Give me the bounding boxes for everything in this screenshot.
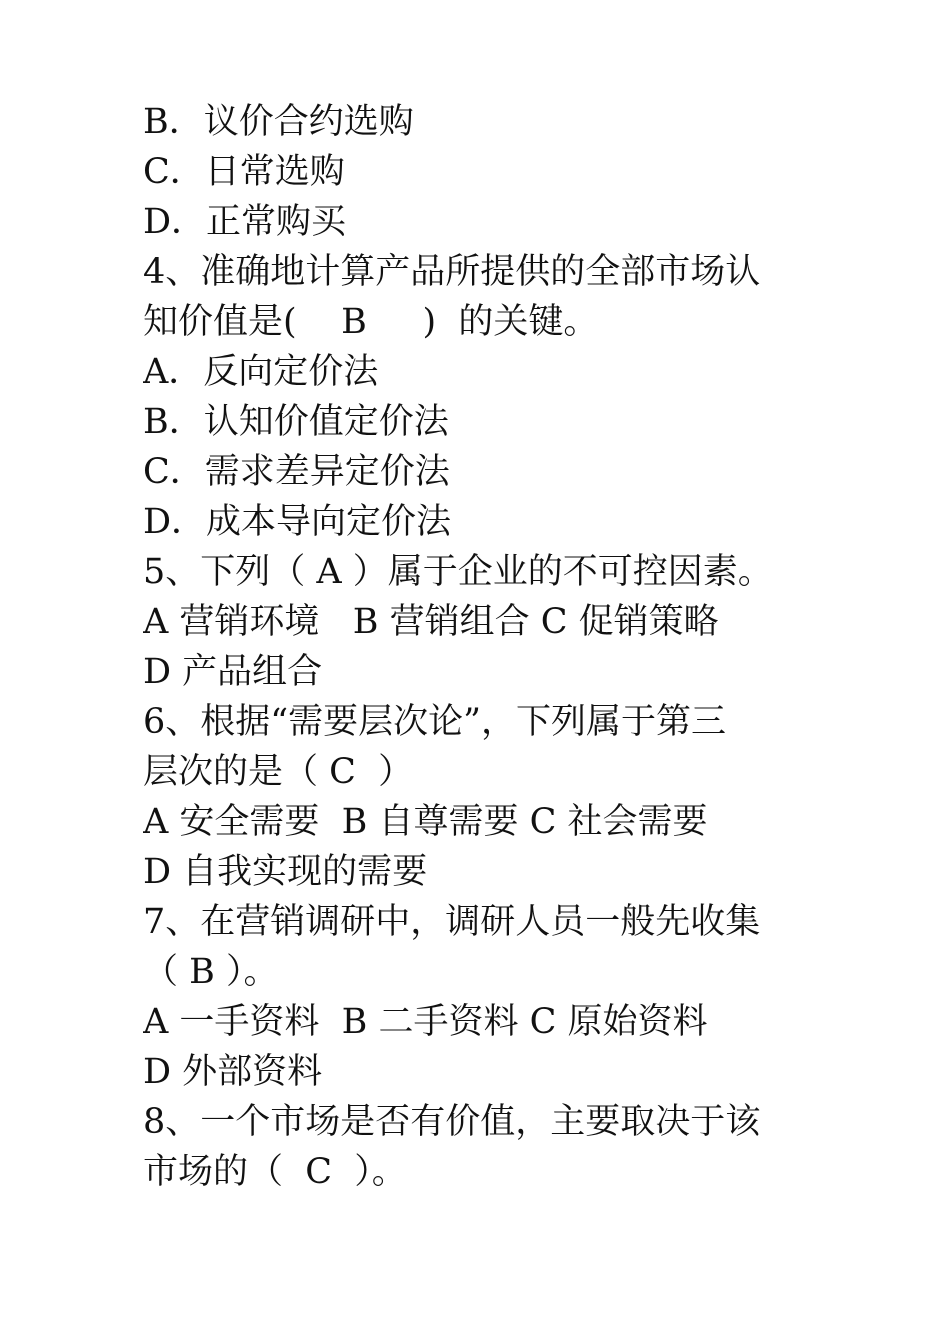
question-line: 市场的（ C ）。 [143, 1152, 407, 1192]
option-line: D．成本导向定价法 [143, 502, 452, 542]
option-line: D．正常购买 [143, 202, 347, 242]
question-line: 5、下列（ A ）属于企业的不可控因素。 [143, 552, 773, 592]
question-line: 7、在营销调研中，调研人员一般先收集 [143, 902, 761, 942]
option-line: B．认知价值定价法 [143, 402, 449, 442]
question-line: 8、一个市场是否有价值，主要取决于该 [143, 1102, 761, 1142]
option-line: D 产品组合 [143, 652, 323, 692]
option-line: A 安全需要 B 自尊需要 C 社会需要 [143, 802, 708, 842]
option-line: A 营销环境 B 营销组合 C 促销策略 [143, 602, 719, 642]
question-line: 6、根据“需要层次论”，下列属于第三 [143, 702, 727, 742]
question-line: （ B ）。 [143, 952, 279, 992]
question-line: 4、准确地计算产品所提供的全部市场认 [143, 252, 761, 292]
question-line: 知价值是( B ) 的关键。 [143, 302, 599, 342]
option-line: C．需求差异定价法 [143, 452, 450, 492]
question-line: 层次的是（ C ） [143, 752, 414, 792]
option-line: D 自我实现的需要 [143, 852, 428, 892]
option-line: C．日常选购 [143, 152, 345, 192]
option-line: B．议价合约选购 [143, 102, 414, 142]
option-line: D 外部资料 [143, 1052, 323, 1092]
option-line: A 一手资料 B 二手资料 C 原始资料 [143, 1002, 708, 1042]
option-line: A．反向定价法 [143, 352, 379, 392]
question-text-block [143, 97, 823, 1197]
